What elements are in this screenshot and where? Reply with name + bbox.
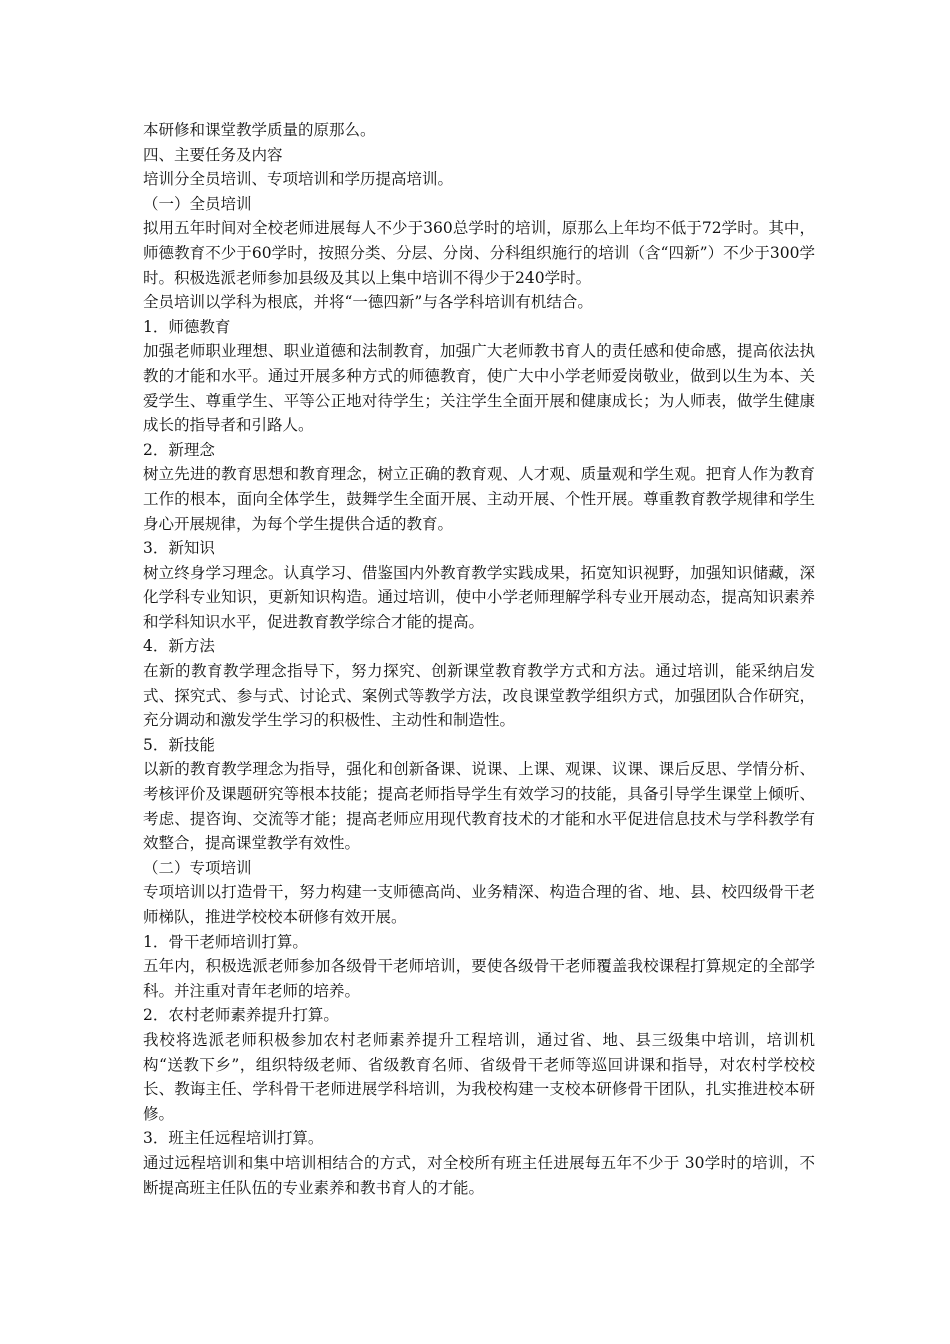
paragraph-new-skills: 以新的教育教学理念为指导，强化和创新备课、说课、上课、观课、议课、课后反思、学情分析、考核评价及课题研究等根本技能；提高老师指导学生有效学习的技能，具备引导学生课堂上倾听、考虑、提咨询、交流等才能；提高老师应用现代教育技术的才能和水平促进信息技术与学科教学有效整合，提高课堂教学有效性。 (143, 760, 815, 853)
subsection-heading-all-staff: （一）全员培训 (143, 194, 252, 213)
paragraph-headteacher-plan: 通过远程培训和集中培训相结合的方式，对全校所有班主任进展每五年不少于 30学时的培训，不断提高班主任队伍的专业素养和教书育人的才能。 (143, 1153, 815, 1197)
item-heading-ethics: 1．师德教育 (143, 317, 231, 336)
paragraph-ethics: 加强老师职业理想、职业道德和法制教育，加强广大老师教书育人的责任感和使命感，提高依法执教的才能和水平。通过开展多种方式的师德教育，使广大中小学老师爱岗敬业，做到以生为本、关爱学生、尊重学生、平等公正地对待学生；关注学生全面开展和健康成长；为人师表，做学生健康成长的指导者和引路人。 (143, 342, 815, 435)
item-heading-backbone-plan: 1．骨干老师培训打算。 (143, 932, 308, 951)
paragraph-backbone-plan: 五年内，积极选派老师参加各级骨干老师培训，要使各级骨干老师覆盖我校课程打算规定的全部学科。并注重对青年老师的培养。 (143, 957, 815, 1000)
item-heading-new-skills: 5．新技能 (143, 735, 215, 754)
paragraph-training-types: 培训分全员培训、专项培训和学历提高培训。 (143, 170, 454, 189)
item-heading-rural-plan: 2．农村老师素养提升打算。 (143, 1006, 339, 1025)
document-body (143, 118, 815, 1200)
item-heading-new-knowledge: 3．新知识 (143, 539, 215, 558)
item-heading-headteacher-plan: 3．班主任远程培训打算。 (143, 1129, 324, 1148)
item-heading-new-methods: 4．新方法 (143, 637, 215, 656)
section-heading-tasks: 四、主要任务及内容 (143, 145, 283, 164)
paragraph-all-staff-basis: 全员培训以学科为根底，并将“一德四新”与各学科培训有机结合。 (143, 293, 593, 312)
subsection-heading-special: （二）专项培训 (143, 858, 252, 877)
paragraph-special-training: 专项培训以打造骨干，努力构建一支师德高尚、业务精深、构造合理的省、地、县、校四级骨干老师梯队，推进学校校本研修有效开展。 (143, 883, 815, 926)
paragraph-new-methods: 在新的教育教学理念指导下，努力探究、创新课堂教育教学方式和方法。通过培训，能采纳启发式、探究式、参与式、讨论式、案例式等教学方法，改良课堂教学组织方式，加强团队合作研究，充分调动和激发学生学习的积极性、主动性和制造性。 (143, 662, 815, 730)
paragraph-intro-tail: 本研修和课堂教学质量的原那么。 (143, 121, 376, 139)
item-heading-new-concepts: 2．新理念 (143, 440, 215, 459)
paragraph-new-knowledge: 树立终身学习理念。认真学习、借鉴国内外教育教学实践成果，拓宽知识视野，加强知识储藏，深化学科专业知识，更新知识构造。通过培训，使中小学老师理解学科专业开展动态，提高知识素养和学科知识水平，促进教育教学综合才能的提高。 (143, 563, 815, 631)
paragraph-all-staff-hours: 拟用五年时间对全校老师进展每人不少于360总学时的培训，原那么上年均不低于72学时。其中，师德教育不少于60学时，按照分类、分层、分岗、分科组织施行的培训（含“四新”）不少于300学时。积极选派老师参加县级及其以上集中培训不得少于240学时。 (143, 219, 815, 287)
paragraph-rural-plan: 我校将选派老师积极参加农村老师素养提升工程培训，通过省、地、县三级集中培训，培训机构“送教下乡”，组织特级老师、省级教育名师、省级骨干老师等巡回讲课和指导，对农村学校校长、教诲主任、学科骨干老师进展学科培训，为我校构建一支校本研修骨干团队，扎实推进校本研修。 (143, 1030, 815, 1123)
paragraph-new-concepts: 树立先进的教育思想和教育理念，树立正确的教育观、人才观、质量观和学生观。把育人作为教育工作的根本，面向全体学生，鼓舞学生全面开展、主动开展、个性开展。尊重教育教学规律和学生身心开展规律，为每个学生提供合适的教育。 (143, 465, 815, 533)
